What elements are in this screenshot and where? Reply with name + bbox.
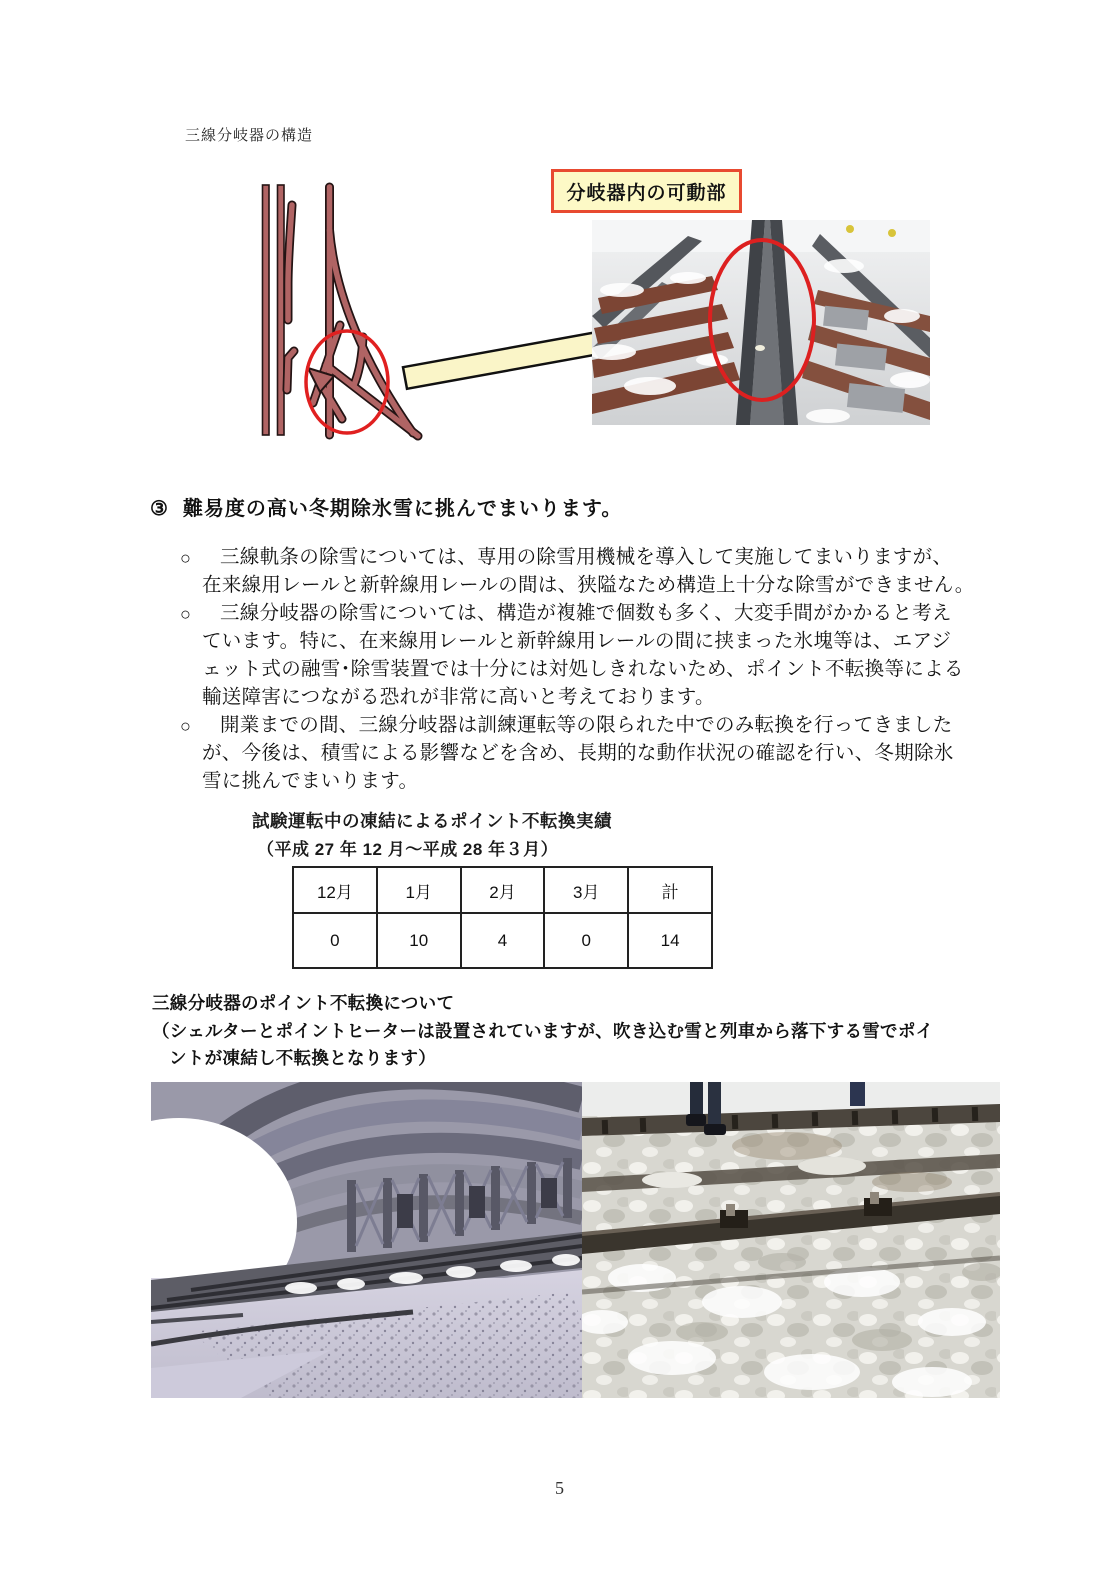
bullet-line: が、今後は、積雪による影響などを含め、長期的な動作状況の確認を行い、冬期除氷 (202, 743, 954, 764)
table-value-cell: 0 (293, 913, 377, 968)
photo-snow-covered-turnout (582, 1082, 1000, 1398)
bullet-line: 開業までの間、三線分岐器は訓練運転等の限られた中でのみ転換を行ってきました (220, 715, 953, 736)
table-header-cell: 計 (628, 867, 712, 913)
callout-label-box (551, 169, 742, 213)
figure-caption-bottom (152, 990, 933, 1073)
table-value-cell: 10 (377, 913, 461, 968)
bullet-item (180, 544, 996, 600)
bullet-marker: ○ (180, 716, 191, 736)
caption-line: （シェルターとポイントヒーターは設置されていますが、吹き込む雪と列車から落下する雪でポイ (152, 1020, 934, 1041)
section-number: ③ (150, 498, 169, 520)
callout-label-text: 分岐器内の可動部 (566, 182, 727, 204)
table-value-cell: 0 (544, 913, 628, 968)
caption-line: ントが凍結し不転換となります） (169, 1048, 436, 1068)
table-header-row (293, 867, 712, 913)
photo-shed-scene (151, 1082, 582, 1398)
bullet-line: 三線分岐器の除雪については、構造が複雑で個数も多く、大変手間がかかると考え (220, 603, 952, 624)
section-heading (150, 492, 622, 521)
bullet-marker: ○ (180, 548, 191, 568)
bullet-item (180, 712, 996, 796)
figure-caption-top: 三線分岐器の構造 (185, 127, 314, 144)
table-value-cell: 14 (628, 913, 712, 968)
rail-lines (263, 185, 419, 436)
point-failure-table (292, 866, 713, 969)
photo-snow-shed-interior (151, 1082, 582, 1398)
bullet-item (180, 600, 996, 712)
bullet-line: 輸送障害につながる恐れが非常に高いと考えております。 (202, 687, 715, 708)
photo-turnout-movable-part (592, 220, 930, 425)
table-value-cell: 4 (461, 913, 545, 968)
page-number: 5 (555, 1478, 564, 1498)
table-header-cell: 2月 (461, 867, 545, 913)
table-header-cell: 3月 (544, 867, 628, 913)
table-header-cell: 1月 (377, 867, 461, 913)
bullet-list (180, 544, 996, 796)
table-value-row (293, 913, 712, 968)
photo-snow-scene (582, 1082, 1000, 1398)
bullet-line: 三線軌条の除雪については、専用の除雪用機械を導入して実施してまいりますが、 (220, 547, 953, 568)
person-small (850, 1082, 865, 1106)
bullet-line: ています。特に、在来線用レールと新幹線用レールの間に挟まった氷塊等は、エアジ (202, 631, 952, 652)
table-header-cell: 12月 (293, 867, 377, 913)
table-subtitle: （平成 27 年 12 月～平成 28 年３月） (257, 840, 559, 859)
caption-line: 三線分岐器のポイント不転換について (152, 993, 455, 1013)
section-title: 難易度の高い冬期除氷雪に挑んでまいります。 (182, 498, 623, 520)
bullet-line: 在来線用レールと新幹線用レールの間は、狭隘なため構造上十分な除雪ができません。 (202, 575, 975, 596)
photo-turnout-scene (592, 220, 930, 425)
bullet-line: 雪に挑んでまいります。 (202, 771, 419, 792)
bullet-marker: ○ (180, 604, 191, 624)
table-title: 試験運転中の凍結によるポイント不転換実績 (252, 811, 612, 831)
bullet-line: ェット式の融雪･除雪装置では十分には対処しきれないため、ポイント不転換等による (202, 659, 964, 680)
